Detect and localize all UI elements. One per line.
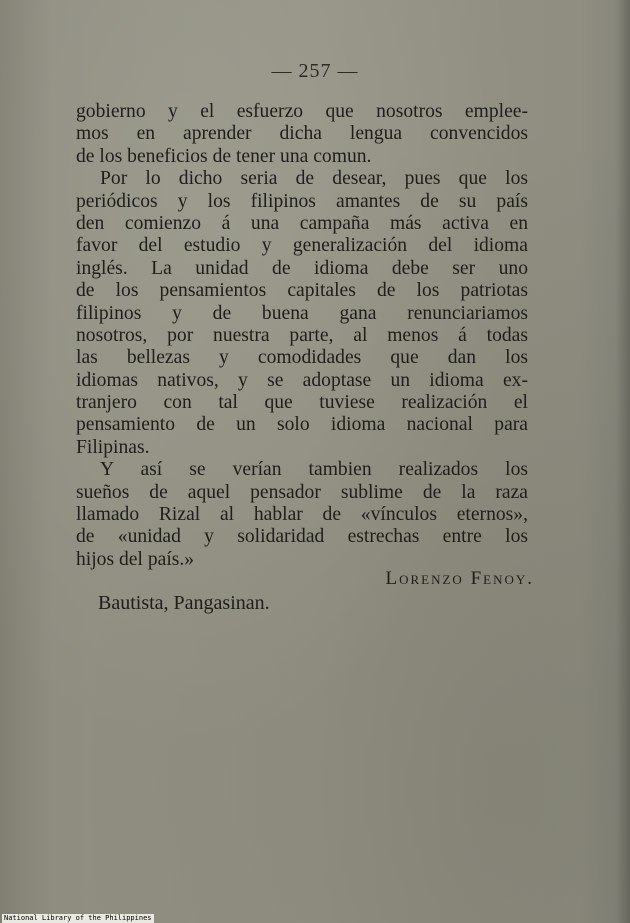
text-line: inglés. La unidad de idioma debe ser uno [76, 257, 528, 279]
text-line: gobierno y el esfuerzo que nosotros emplee- [76, 101, 528, 122]
body-text [76, 101, 528, 571]
text-line: llamado Rizal al hablar de «vínculos eternos», [76, 504, 528, 526]
text-line: Filipinas. [76, 436, 150, 458]
text-line: hijos del país.» [76, 548, 195, 570]
text-line: mos en aprender dicha lengua convencidos [76, 123, 528, 145]
text-line: filipinos y de buena gana renunciariamos [76, 302, 528, 324]
text-line: den comienzo á una campaña más activa en [76, 212, 528, 234]
text-line: de «unidad y solidaridad estrechas entre los [76, 526, 528, 548]
text-line: pensamiento de un solo idioma nacional para [76, 414, 528, 436]
text-line: de los beneficios de tener una comun. [76, 145, 372, 167]
author-location: Bautista, Pangasinan. [98, 592, 270, 614]
page-edge-shadow [616, 0, 630, 923]
text-line: idiomas nativos, y se adoptase un idioma ex- [76, 369, 528, 391]
text-line: las bellezas y comodidades que dan los [76, 347, 528, 369]
author-signature: Lorenzo Fenoy. [385, 568, 534, 589]
text-line: de los pensamientos capitales de los patriotas [76, 280, 528, 302]
text-line: tranjero con tal que tuviese realización el [76, 392, 528, 414]
text-line: sueños de aquel pensador sublime de la raza [76, 481, 528, 503]
text-line: Y así se verían tambien realizados los [100, 459, 528, 481]
text-line: periódicos y los filipinos amantes de su país [76, 190, 528, 212]
text-line: Por lo dicho seria de desear, pues que los [100, 168, 528, 190]
page-number: — 257 — [271, 60, 359, 82]
text-line: nosotros, por nuestra parte, al menos á todas [76, 324, 528, 346]
text-line: favor del estudio y generalización del idioma [76, 235, 528, 257]
library-watermark: National Library of the Philippines [4, 914, 152, 922]
